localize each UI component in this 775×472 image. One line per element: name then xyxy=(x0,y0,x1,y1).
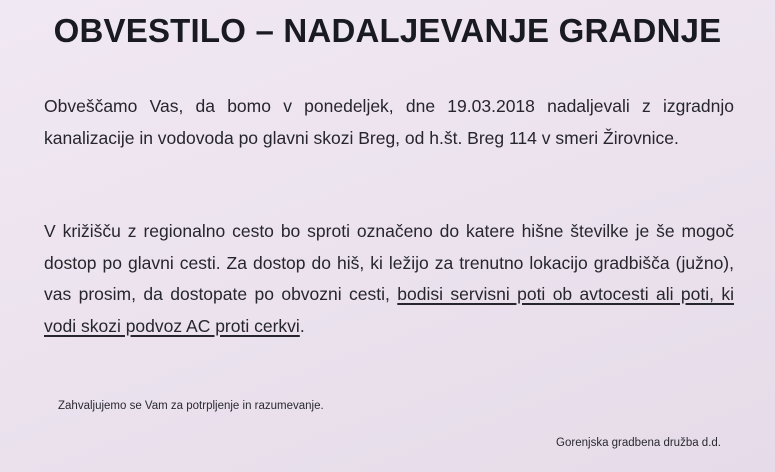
paragraph-2-text: V križišču z regionalno cesto bo sproti označeno do katere hišne številke je še mogoč dostop po glavni cesti. Za dostop do hiš, ki ležijo za trenutno lokacijo gradbišča (južno), vas prosim, da dostopate po obvozni cesti, xyxy=(44,221,734,304)
company-signature: Gorenjska gradbena družba d.d. xyxy=(556,437,721,449)
notice-paragraph-1: Obveščamo Vas, da bomo v ponedeljek, dne 19.03.2018 nadaljevali z izgradnjo kanalizacije in vodovoda po glavni skozi Breg, od h.št. Breg 114 v smeri Žirovnice. xyxy=(44,96,734,148)
paragraph-2-end: . xyxy=(299,315,305,336)
notice-paragraph-2 xyxy=(44,216,734,342)
notice-title: OBVESTILO – NADALJEVANJE GRADNJE xyxy=(53,12,722,49)
detour-route-text: bodisi servisni poti ob avtocesti ali poti, ki vodi skozi podvoz AC proti cerkvi xyxy=(44,284,734,336)
thanks-note: Zahvaljujemo se Vam za potrpljenje in razumevanje. xyxy=(58,400,324,412)
